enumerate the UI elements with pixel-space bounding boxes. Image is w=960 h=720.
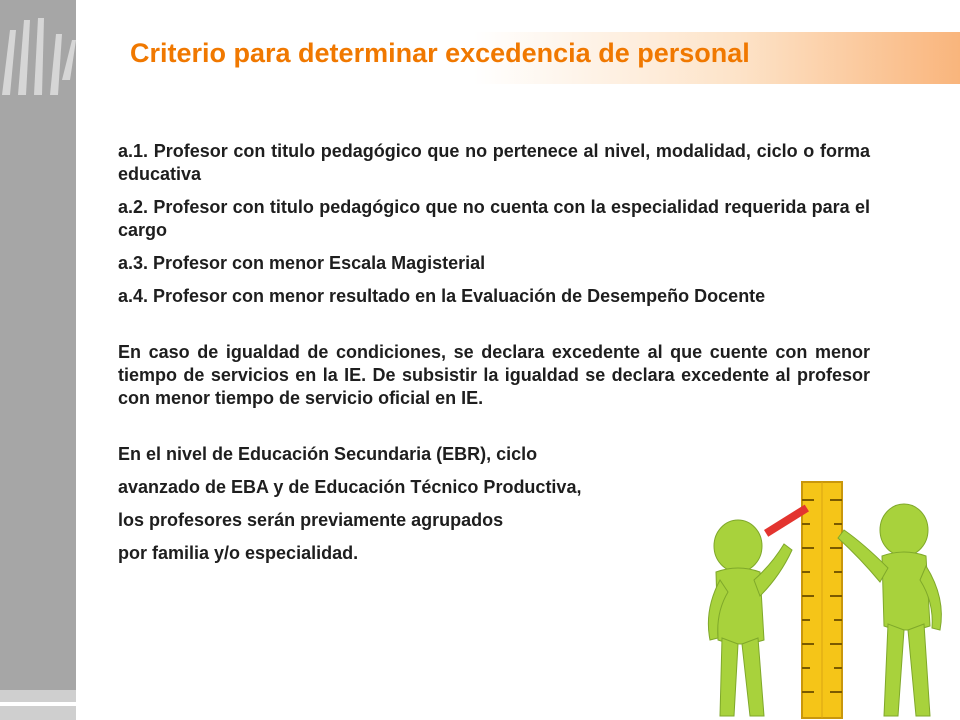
- grouping-line-2: avanzado de EBA y de Educación Técnico Productiva,: [118, 477, 582, 497]
- criterion-a2: a.2. Profesor con titulo pedagógico que no cuenta con la especialidad requerida para el cargo: [118, 197, 870, 240]
- grouping-line-4: por familia y/o especialidad.: [118, 543, 359, 563]
- criterion-a3: a.3. Profesor con menor Escala Magisterial: [118, 253, 486, 273]
- grouping-line-1: En el nivel de Educación Secundaria (EBR), ciclo: [118, 444, 538, 464]
- sidebar-band: [0, 0, 76, 720]
- grouping-line-3: los profesores serán previamente agrupados: [118, 510, 504, 530]
- criterion-a4: a.4. Profesor con menor resultado en la Evaluación de Desempeño Docente: [118, 286, 766, 306]
- stripes-logo-icon: [0, 0, 76, 100]
- tie-rule-paragraph: En caso de igualdad de condiciones, se declara excedente al que cuente con menor tiempo de servicios en la IE. De subsistir la igualdad se declara excedente al profesor con menor tiempo de servicio oficial en IE.: [118, 342, 870, 408]
- criterion-a1: a.1. Profesor con titulo pedagógico que no pertenece al nivel, modalidad, ciclo o forma educativa: [118, 141, 870, 184]
- slide-title: Criterio para determinar excedencia de personal: [130, 38, 750, 68]
- right-figure-icon: [838, 504, 941, 716]
- ruler-icon: [802, 482, 842, 718]
- left-figure-icon: [708, 520, 792, 716]
- figures-measuring-ruler-illustration: [694, 480, 960, 720]
- sidebar-footer-line: [0, 702, 76, 706]
